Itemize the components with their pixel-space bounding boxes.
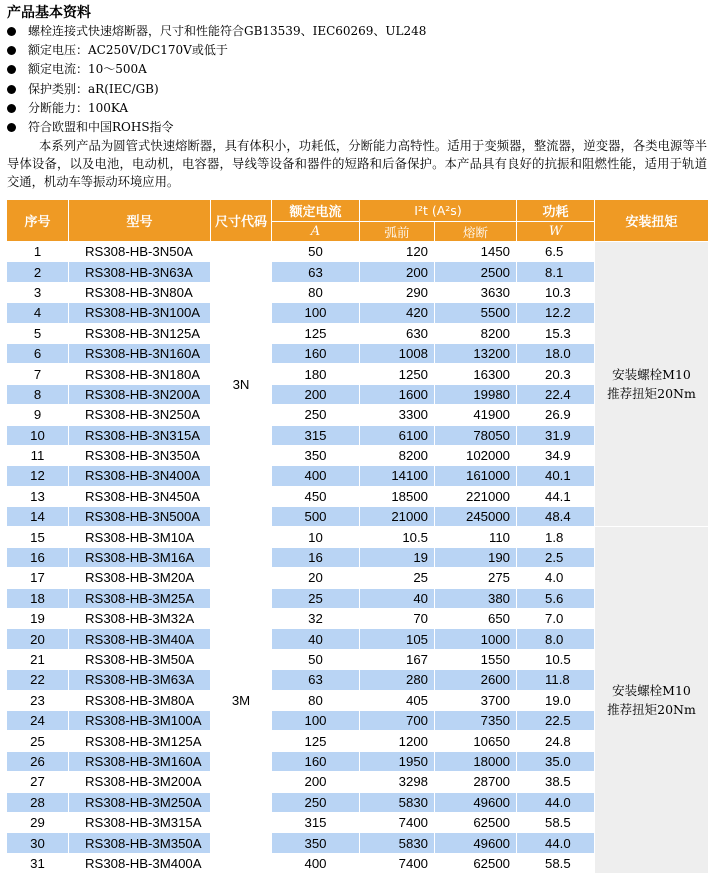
- header-current: 额定电流: [272, 200, 360, 222]
- cell-current: 180: [272, 364, 360, 384]
- cell-arcing: 7400: [360, 853, 435, 873]
- cell-current: 315: [272, 812, 360, 832]
- cell-power: 5.6: [517, 588, 595, 608]
- cell-model: RS308-HB-3N100A: [69, 303, 211, 323]
- cell-power: 2.5: [517, 547, 595, 567]
- cell-melting: 13200: [435, 343, 517, 363]
- cell-model: RS308-HB-3N250A: [69, 405, 211, 425]
- cell-arcing: 1600: [360, 384, 435, 404]
- cell-arcing: 5830: [360, 833, 435, 853]
- cell-no: 2: [7, 262, 69, 282]
- cell-current: 400: [272, 853, 360, 873]
- cell-arcing: 120: [360, 242, 435, 262]
- header-arcing: 弧前: [360, 222, 435, 242]
- cell-power: 18.0: [517, 343, 595, 363]
- cell-current: 100: [272, 303, 360, 323]
- cell-power: 58.5: [517, 812, 595, 832]
- torque-value: 推荐扭矩20Nm: [607, 702, 696, 718]
- cell-no: 5: [7, 323, 69, 343]
- cell-model: RS308-HB-3M40A: [69, 629, 211, 649]
- header-power-unit: W: [517, 222, 595, 242]
- feature-list: [7, 22, 426, 137]
- cell-melting: 190: [435, 547, 517, 567]
- cell-arcing: 6100: [360, 425, 435, 445]
- cell-current: 500: [272, 507, 360, 527]
- cell-current: 20: [272, 568, 360, 588]
- cell-melting: 62500: [435, 853, 517, 873]
- cell-no: 25: [7, 731, 69, 751]
- cell-size-code: 3M: [211, 527, 272, 874]
- cell-current: 25: [272, 588, 360, 608]
- cell-model: RS308-HB-3M350A: [69, 833, 211, 853]
- cell-torque: [595, 242, 709, 527]
- table-row: [7, 527, 709, 547]
- cell-arcing: 420: [360, 303, 435, 323]
- cell-melting: 221000: [435, 486, 517, 506]
- cell-power: 44.1: [517, 486, 595, 506]
- cell-melting: 7350: [435, 710, 517, 730]
- cell-arcing: 280: [360, 670, 435, 690]
- cell-arcing: 10.5: [360, 527, 435, 547]
- bullet-icon: [7, 65, 16, 74]
- cell-arcing: 5830: [360, 792, 435, 812]
- cell-melting: 1000: [435, 629, 517, 649]
- cell-model: RS308-HB-3N180A: [69, 364, 211, 384]
- bullet-icon: [7, 104, 16, 113]
- cell-no: 20: [7, 629, 69, 649]
- cell-no: 14: [7, 507, 69, 527]
- feature-item: 额定电压：AC250V/DC170V或低于: [7, 41, 426, 60]
- cell-no: 15: [7, 527, 69, 547]
- cell-power: 11.8: [517, 670, 595, 690]
- cell-no: 4: [7, 303, 69, 323]
- cell-melting: 102000: [435, 445, 517, 465]
- cell-power: 8.0: [517, 629, 595, 649]
- cell-model: RS308-HB-3M250A: [69, 792, 211, 812]
- cell-arcing: 25: [360, 568, 435, 588]
- cell-model: RS308-HB-3M32A: [69, 609, 211, 629]
- cell-power: 8.1: [517, 262, 595, 282]
- cell-power: 10.3: [517, 282, 595, 302]
- cell-no: 6: [7, 343, 69, 363]
- spec-table-body: [7, 242, 709, 874]
- cell-melting: 49600: [435, 833, 517, 853]
- cell-current: 32: [272, 609, 360, 629]
- cell-current: 400: [272, 466, 360, 486]
- feature-item: 符合欧盟和中国ROHS指令: [7, 118, 426, 137]
- cell-model: RS308-HB-3M16A: [69, 547, 211, 567]
- cell-current: 125: [272, 731, 360, 751]
- cell-power: 38.5: [517, 772, 595, 792]
- cell-melting: 28700: [435, 772, 517, 792]
- cell-no: 3: [7, 282, 69, 302]
- cell-no: 9: [7, 405, 69, 425]
- cell-power: 31.9: [517, 425, 595, 445]
- cell-power: 34.9: [517, 445, 595, 465]
- cell-current: 315: [272, 425, 360, 445]
- cell-power: 6.5: [517, 242, 595, 262]
- cell-melting: 62500: [435, 812, 517, 832]
- cell-model: RS308-HB-3N450A: [69, 486, 211, 506]
- cell-model: RS308-HB-3M50A: [69, 649, 211, 669]
- cell-melting: 650: [435, 609, 517, 629]
- cell-melting: 78050: [435, 425, 517, 445]
- cell-no: 28: [7, 792, 69, 812]
- cell-power: 48.4: [517, 507, 595, 527]
- cell-arcing: 3298: [360, 772, 435, 792]
- table-row: [7, 242, 709, 262]
- cell-melting: 8200: [435, 323, 517, 343]
- cell-power: 58.5: [517, 853, 595, 873]
- cell-no: 13: [7, 486, 69, 506]
- cell-no: 23: [7, 690, 69, 710]
- cell-no: 27: [7, 772, 69, 792]
- cell-current: 450: [272, 486, 360, 506]
- cell-no: 18: [7, 588, 69, 608]
- bullet-icon: [7, 85, 16, 94]
- cell-arcing: 18500: [360, 486, 435, 506]
- cell-melting: 110: [435, 527, 517, 547]
- cell-melting: 275: [435, 568, 517, 588]
- cell-melting: 245000: [435, 507, 517, 527]
- cell-current: 40: [272, 629, 360, 649]
- cell-power: 10.5: [517, 649, 595, 669]
- feature-item: 螺栓连接式快速熔断器，尺寸和性能符合GB13539、IEC60269、UL248: [7, 22, 426, 41]
- cell-melting: 16300: [435, 364, 517, 384]
- cell-melting: 5500: [435, 303, 517, 323]
- cell-arcing: 290: [360, 282, 435, 302]
- cell-melting: 18000: [435, 751, 517, 771]
- cell-model: RS308-HB-3N160A: [69, 343, 211, 363]
- cell-no: 26: [7, 751, 69, 771]
- cell-arcing: 700: [360, 710, 435, 730]
- cell-arcing: 405: [360, 690, 435, 710]
- cell-melting: 10650: [435, 731, 517, 751]
- torque-bolt: 安装螺栓M10: [612, 683, 691, 699]
- cell-model: RS308-HB-3N50A: [69, 242, 211, 262]
- cell-size-code: 3N: [211, 242, 272, 527]
- cell-current: 350: [272, 445, 360, 465]
- cell-power: 20.3: [517, 364, 595, 384]
- cell-current: 50: [272, 242, 360, 262]
- cell-arcing: 105: [360, 629, 435, 649]
- cell-no: 8: [7, 384, 69, 404]
- cell-current: 250: [272, 405, 360, 425]
- header-torque: 安装扭矩: [595, 200, 709, 242]
- cell-current: 10: [272, 527, 360, 547]
- bullet-icon: [7, 123, 16, 132]
- cell-model: RS308-HB-3M160A: [69, 751, 211, 771]
- cell-no: 22: [7, 670, 69, 690]
- cell-no: 17: [7, 568, 69, 588]
- cell-no: 10: [7, 425, 69, 445]
- cell-model: RS308-HB-3M200A: [69, 772, 211, 792]
- cell-power: 1.8: [517, 527, 595, 547]
- cell-current: 160: [272, 343, 360, 363]
- cell-power: 15.3: [517, 323, 595, 343]
- header-i2t: I²t (A²s): [360, 200, 517, 222]
- cell-melting: 380: [435, 588, 517, 608]
- cell-current: 50: [272, 649, 360, 669]
- cell-current: 200: [272, 772, 360, 792]
- cell-model: RS308-HB-3N63A: [69, 262, 211, 282]
- cell-model: RS308-HB-3N500A: [69, 507, 211, 527]
- torque-value: 推荐扭矩20Nm: [607, 386, 696, 402]
- torque-bolt: 安装螺栓M10: [612, 367, 691, 383]
- cell-arcing: 70: [360, 609, 435, 629]
- cell-arcing: 7400: [360, 812, 435, 832]
- cell-power: 24.8: [517, 731, 595, 751]
- cell-melting: 3630: [435, 282, 517, 302]
- header-no: 序号: [7, 200, 69, 242]
- header-size: 尺寸代码: [211, 200, 272, 242]
- cell-arcing: 8200: [360, 445, 435, 465]
- cell-melting: 2500: [435, 262, 517, 282]
- cell-model: RS308-HB-3M100A: [69, 710, 211, 730]
- cell-arcing: 1250: [360, 364, 435, 384]
- cell-arcing: 19: [360, 547, 435, 567]
- cell-model: RS308-HB-3M125A: [69, 731, 211, 751]
- cell-power: 35.0: [517, 751, 595, 771]
- cell-power: 7.0: [517, 609, 595, 629]
- cell-no: 7: [7, 364, 69, 384]
- cell-melting: 3700: [435, 690, 517, 710]
- cell-no: 12: [7, 466, 69, 486]
- cell-current: 250: [272, 792, 360, 812]
- cell-arcing: 3300: [360, 405, 435, 425]
- cell-no: 29: [7, 812, 69, 832]
- page-title: 产品基本资料: [7, 5, 91, 21]
- cell-arcing: 200: [360, 262, 435, 282]
- cell-no: 16: [7, 547, 69, 567]
- cell-arcing: 1008: [360, 343, 435, 363]
- cell-power: 26.9: [517, 405, 595, 425]
- cell-model: RS308-HB-3N400A: [69, 466, 211, 486]
- feature-item: 保护类别：aR(IEC/GB): [7, 80, 426, 99]
- cell-power: 19.0: [517, 690, 595, 710]
- cell-no: 1: [7, 242, 69, 262]
- cell-melting: 1450: [435, 242, 517, 262]
- header-melting: 熔断: [435, 222, 517, 242]
- cell-melting: 49600: [435, 792, 517, 812]
- cell-arcing: 21000: [360, 507, 435, 527]
- cell-arcing: 630: [360, 323, 435, 343]
- cell-no: 24: [7, 710, 69, 730]
- cell-model: RS308-HB-3M20A: [69, 568, 211, 588]
- cell-model: RS308-HB-3N125A: [69, 323, 211, 343]
- cell-model: RS308-HB-3N200A: [69, 384, 211, 404]
- bullet-icon: [7, 46, 16, 55]
- cell-arcing: 14100: [360, 466, 435, 486]
- cell-arcing: 1950: [360, 751, 435, 771]
- cell-melting: 41900: [435, 405, 517, 425]
- cell-power: 12.2: [517, 303, 595, 323]
- cell-model: RS308-HB-3M63A: [69, 670, 211, 690]
- cell-power: 4.0: [517, 568, 595, 588]
- cell-power: 40.1: [517, 466, 595, 486]
- cell-current: 125: [272, 323, 360, 343]
- cell-arcing: 1200: [360, 731, 435, 751]
- cell-model: RS308-HB-3N315A: [69, 425, 211, 445]
- cell-torque: [595, 527, 709, 874]
- cell-no: 19: [7, 609, 69, 629]
- cell-current: 80: [272, 282, 360, 302]
- cell-model: RS308-HB-3M10A: [69, 527, 211, 547]
- header-current-unit: A: [272, 222, 360, 242]
- cell-arcing: 167: [360, 649, 435, 669]
- cell-no: 11: [7, 445, 69, 465]
- cell-current: 80: [272, 690, 360, 710]
- header-power: 功耗: [517, 200, 595, 222]
- header-model: 型号: [69, 200, 211, 242]
- cell-model: RS308-HB-3M25A: [69, 588, 211, 608]
- cell-current: 200: [272, 384, 360, 404]
- cell-melting: 19980: [435, 384, 517, 404]
- cell-current: 160: [272, 751, 360, 771]
- feature-item: 分断能力：100KA: [7, 99, 426, 118]
- cell-model: RS308-HB-3M80A: [69, 690, 211, 710]
- cell-melting: 2600: [435, 670, 517, 690]
- cell-current: 100: [272, 710, 360, 730]
- cell-model: RS308-HB-3N80A: [69, 282, 211, 302]
- spec-table: [6, 199, 709, 874]
- cell-no: 31: [7, 853, 69, 873]
- cell-current: 16: [272, 547, 360, 567]
- cell-model: RS308-HB-3M315A: [69, 812, 211, 832]
- cell-current: 63: [272, 262, 360, 282]
- cell-model: RS308-HB-3M400A: [69, 853, 211, 873]
- cell-current: 63: [272, 670, 360, 690]
- cell-model: RS308-HB-3N350A: [69, 445, 211, 465]
- cell-power: 22.4: [517, 384, 595, 404]
- cell-power: 44.0: [517, 792, 595, 812]
- cell-power: 44.0: [517, 833, 595, 853]
- cell-melting: 161000: [435, 466, 517, 486]
- cell-arcing: 40: [360, 588, 435, 608]
- cell-no: 30: [7, 833, 69, 853]
- cell-no: 21: [7, 649, 69, 669]
- product-description: 本系列产品为圆管式快速熔断器，具有体积小，功耗低，分断能力高特性。适用于变频器，整流器，逆变器，各类电源等半导体设备，以及电池，电动机，电容器，导线等设备和器件的短路和后备保护。本产品具有良好的抗振和阻燃性能，适用于轨道交通，机动车等振动环境应用。: [7, 139, 707, 189]
- feature-item: 额定电流：10～500A: [7, 60, 426, 79]
- cell-melting: 1550: [435, 649, 517, 669]
- cell-power: 22.5: [517, 710, 595, 730]
- bullet-icon: [7, 27, 16, 36]
- cell-current: 350: [272, 833, 360, 853]
